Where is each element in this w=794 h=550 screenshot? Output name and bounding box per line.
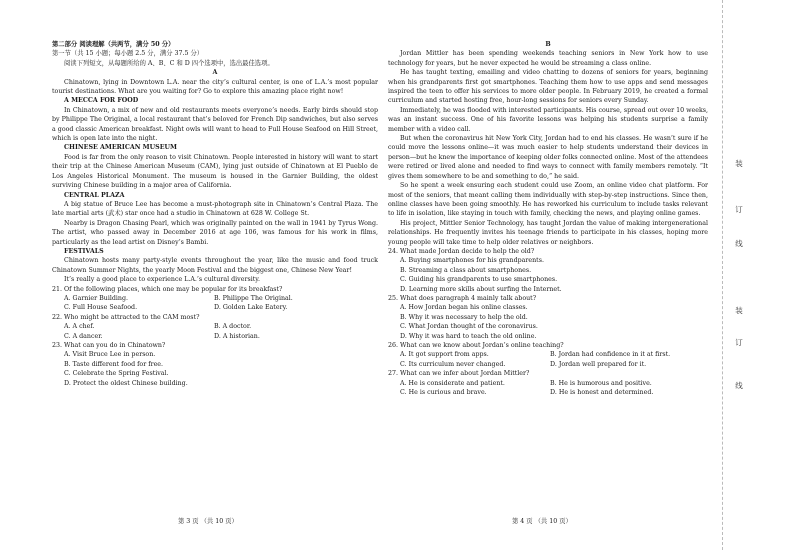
q25-option-c: C. What Jordan thought of the coronavirus.	[400, 323, 538, 331]
instructions: 阅读下列短文，从每题所给的 A、B、C 和 D 四个选项中，选出最佳选项。	[64, 59, 274, 67]
q26-options-row1	[388, 350, 708, 359]
q27-options-row1	[388, 379, 708, 388]
binding-char-6: 线	[735, 381, 743, 390]
paragraph-b-6: His project, Mittler Senior Technology, has taught Jordan the value of making intergenerational relationships. He frequently invites his teenage friends to participate in his classes, hoping more young people will take time to help older relatives or neighbors.	[388, 219, 708, 246]
binding-char-3: 线	[735, 239, 743, 248]
q23-option-d: D. Protect the oldest Chinese building.	[64, 379, 188, 387]
q27-option-d: D. He is honest and determined.	[550, 389, 654, 397]
paragraph-festivals-1: Chinatown hosts many party-style events throughout the year, like the music and food truck Chinatown Summer Nights, the yearly Moon Festival and the biggest one, Chinese New Year!	[52, 257, 378, 274]
q26-options-row2	[388, 360, 708, 369]
q25-option-b: B. Why it was necessary to help the old.	[400, 313, 528, 321]
question-26: 26. What can we know about Jordan’s online teaching?	[388, 342, 564, 349]
question-22: 22. Who might be attracted to the CAM most?	[52, 313, 200, 321]
q23-option-c: C. Celebrate the Spring Festival.	[64, 370, 169, 378]
paragraph-b-1: Jordan Mittler has been spending weekends teaching seniors in New York how to use technology for years, but he never expected he would be streaming a class online.	[388, 50, 708, 67]
q24-option-b: B. Streaming a class about smartphones.	[400, 266, 532, 274]
q26-option-b: B. Jordan had confidence in it at first.	[550, 351, 671, 359]
q23-option-b: B. Taste different food for free.	[64, 360, 164, 368]
paragraph-museum: Food is far from the only reason to visit Chinatown. People interested in history will want to start their trip at the Chinese American Museum (CAM), lying just outside of Chinatown at El Pueblo de Los Angeles Historical Monument. The museum is housed in the Garnier Building, the oldest surviving Chinese building in a major area of California.	[52, 153, 378, 190]
question-25: 25. What does paragraph 4 mainly talk about?	[388, 294, 537, 302]
section-subtitle: 第一节（共 15 小题；每小题 2.5 分，满分 37.5 分）	[52, 50, 204, 58]
paragraph-b-4: But when the coronavirus hit New York City, Jordan had to end his classes. He wasn’t sure if he could move the lessons online—it was much easier to help students understand their devices in person—but he knew the importance of keeping older folks connected online. Most of the attendees were retired or lived alone and needed to find ways to connect with family members remotely. “It gives them somewhere to be and something to do,” he said.	[388, 135, 708, 180]
heading-museum: CHINESE AMERICAN MUSEUM	[64, 144, 177, 152]
paragraph-b-3: Immediately, he was flooded with interested participants. His course, spread out over 10 weeks, was an instant success. One of his favorite lessons was helping his students surprise a family member with a video call.	[388, 106, 708, 133]
paragraph-festivals-2: It’s really a good place to experience L.A.’s cultural diversity.	[64, 276, 260, 284]
q23-option-a: A. Visit Bruce Lee in person.	[64, 351, 156, 359]
paragraph-food: In Chinatown, a mix of new and old restaurants meets everyone’s needs. Early birds should stop by Philippe The Original, a local restaurant that’s beloved for French Dip sandwiches, but also serves a good classic American breakfast. Night owls will want to head to Full House Seafood on Hill Street, which is open late into the night.	[52, 106, 378, 143]
q26-option-a: A. It got support from apps.	[400, 351, 489, 359]
q24-option-c: C. Guiding his grandparents to use smartphones.	[400, 276, 558, 284]
paragraph-b-2: He has taught texting, emailing and video chatting to dozens of seniors for years, beginning when his grandparents first got smartphones. Teaching them how to use apps and send messages inspired the teen to offer his services to more older people. In February 2019, he created a formal curriculum and started hosting free, hour-long sessions for seniors every Sunday.	[388, 69, 708, 105]
q24-option-a: A. Buying smartphones for his grandparents.	[400, 257, 544, 265]
page-number-right: 第 4 页 （共 10 页）	[512, 518, 572, 525]
passage-letter-a: A	[212, 69, 218, 77]
binding-line	[722, 0, 723, 550]
q27-options-row2	[388, 388, 708, 397]
section-title: 第二部分 阅读理解（共两节，满分 50 分）	[52, 41, 175, 48]
left-page	[52, 40, 378, 388]
q27-option-b: B. He is humorous and positive.	[550, 379, 652, 387]
paragraph-plaza-1: A big statue of Bruce Lee has become a must-photograph site in Chinatown’s Central Plaza. The late martial arts (武术) star once had a studio in Chinatown at 628 W. College St.	[52, 200, 378, 218]
paragraph-b-5: So he spent a week ensuring each student could use Zoom, an online video chat platform. For most of the seniors, that meant calling them individually with step-by-step instructions. Since then, online classes have been going smoothly. He has reworked his curriculum to include tasks relevant to life in isolation, like staying in touch with family, checking the news, and playing online games.	[388, 182, 708, 218]
binding-char-5: 订	[735, 338, 743, 347]
q25-option-d: D. Why it was hard to teach the old online.	[400, 332, 537, 340]
q21-option-d: D. Golden Lake Eatery.	[214, 304, 288, 312]
passage-letter-b: B	[545, 41, 551, 48]
question-24: 24. What made Jordan decide to help the old?	[388, 247, 535, 255]
q21-option-a: A. Garnier Building.	[64, 294, 128, 302]
passage-intro: Chinatown, lying in Downtown L.A. near the city’s cultural center, is one of L.A.’s most popular tourist destinations. What are you waiting for? Go to explore this amazing place right now!	[52, 78, 378, 96]
question-23: 23. What can you do in Chinatown?	[52, 342, 166, 349]
q25-option-a: A. How Jordan began his online classes.	[400, 304, 528, 312]
heading-food: A MECCA FOR FOOD	[64, 97, 139, 105]
q22-option-d: D. A historian.	[214, 332, 260, 340]
paragraph-plaza-2: Nearby is Dragon Chasing Pearl, which was originally painted on the wall in 1941 by Tyrus Wong. The artist, who passed away in December 2016 at age 106, was famous for his work in films, particularly as the lead artist on Disney’s Bambi.	[52, 219, 378, 246]
q27-option-c: C. He is curious and brave.	[400, 389, 487, 397]
question-21: 21. Of the following places, which one may be popular for its breakfast?	[52, 285, 283, 293]
q21-options-row1	[52, 294, 378, 303]
q21-option-c: C. Full House Seafood.	[64, 304, 138, 312]
question-27: 27. What can we infer about Jordan Mittler?	[388, 370, 530, 378]
q22-options-row1	[52, 322, 378, 331]
q27-option-a: A. He is considerate and patient.	[400, 379, 505, 387]
binding-char-1: 装	[735, 159, 743, 168]
q26-option-d: D. Jordan well prepared for it.	[550, 360, 647, 368]
q21-options-row2	[52, 303, 378, 312]
q21-option-b: B. Philippe The Original.	[214, 294, 293, 302]
q22-option-c: C. A dancer.	[64, 332, 103, 340]
q24-option-d: D. Learning more skills about surfing the Internet.	[400, 285, 562, 293]
right-page	[388, 40, 708, 397]
q22-options-row2	[52, 332, 378, 341]
page-number-left: 第 3 页 （共 10 页）	[178, 518, 238, 525]
binding-char-2: 订	[735, 205, 743, 214]
q22-option-b: B. A doctor.	[214, 323, 252, 331]
binding-char-4: 装	[735, 306, 743, 315]
q22-option-a: A. A chef.	[64, 323, 95, 331]
heading-festivals: FESTIVALS	[64, 247, 104, 255]
q26-option-c: C. Its curriculum never changed.	[400, 360, 506, 368]
heading-plaza: CENTRAL PLAZA	[64, 191, 125, 199]
